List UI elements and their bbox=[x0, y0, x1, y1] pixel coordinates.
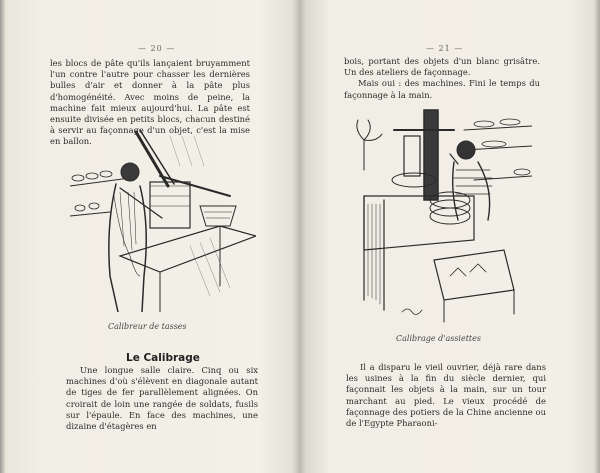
figure-caption: Calibreur de tasses bbox=[108, 322, 187, 331]
paragraph: Mais oui : des machines. Fini le temps du façonnage à la main. bbox=[344, 78, 540, 100]
page-number: — 20 — bbox=[138, 44, 176, 53]
paragraph: les blocs de pâte qu'ils lançaient bruyamment l'un contre l'autre pour chasser les dernières bulles d'air et donner à la pâte plus d'homogénéité. Avec moins de peine, la machine fait mieux aujourd'hui. La pâte est ensuite divisée en petits blocs, chacun destiné à servir au façonnage d'un objet, c'est la mise en ballon. bbox=[50, 58, 250, 147]
paragraph: Une longue salle claire. Cinq ou six machines d'où s'élèvent en diagonale autant de tiges de fer parallèlement alignées. On croirait de loin une rangée de soldats, fusils sur l'épaule. En face des machines, une dizaine d'étagères en bbox=[66, 365, 258, 432]
cup-calibrator-illustration bbox=[70, 126, 256, 312]
paragraph: bois, portant des objets d'un blanc grisâtre. Un des ateliers de façonnage. bbox=[344, 56, 540, 78]
left-page bbox=[8, 0, 292, 473]
left-bottom-paragraph bbox=[66, 365, 258, 432]
right-bottom-paragraph bbox=[346, 362, 546, 429]
figure-caption: Calibrage d'assiettes bbox=[396, 334, 481, 343]
right-page bbox=[306, 0, 590, 473]
plate-calibration-illustration bbox=[354, 100, 532, 328]
paragraph: Il a disparu le vieil ouvrier, déjà rare dans les usines à la fin du siècle dernier, qui façonnait les objets à la main, sur un tour marchant au pied. Le vieux procédé de façonnage des potiers de la Chine ancienne ou de l'Egypte Pharaoni- bbox=[346, 362, 546, 429]
section-heading: Le Calibrage bbox=[126, 352, 200, 364]
page-number-value: 20 bbox=[150, 44, 163, 53]
page-number-value: 21 bbox=[438, 44, 451, 53]
page-number: — 21 — bbox=[426, 44, 464, 53]
right-top-paragraph bbox=[344, 56, 540, 101]
